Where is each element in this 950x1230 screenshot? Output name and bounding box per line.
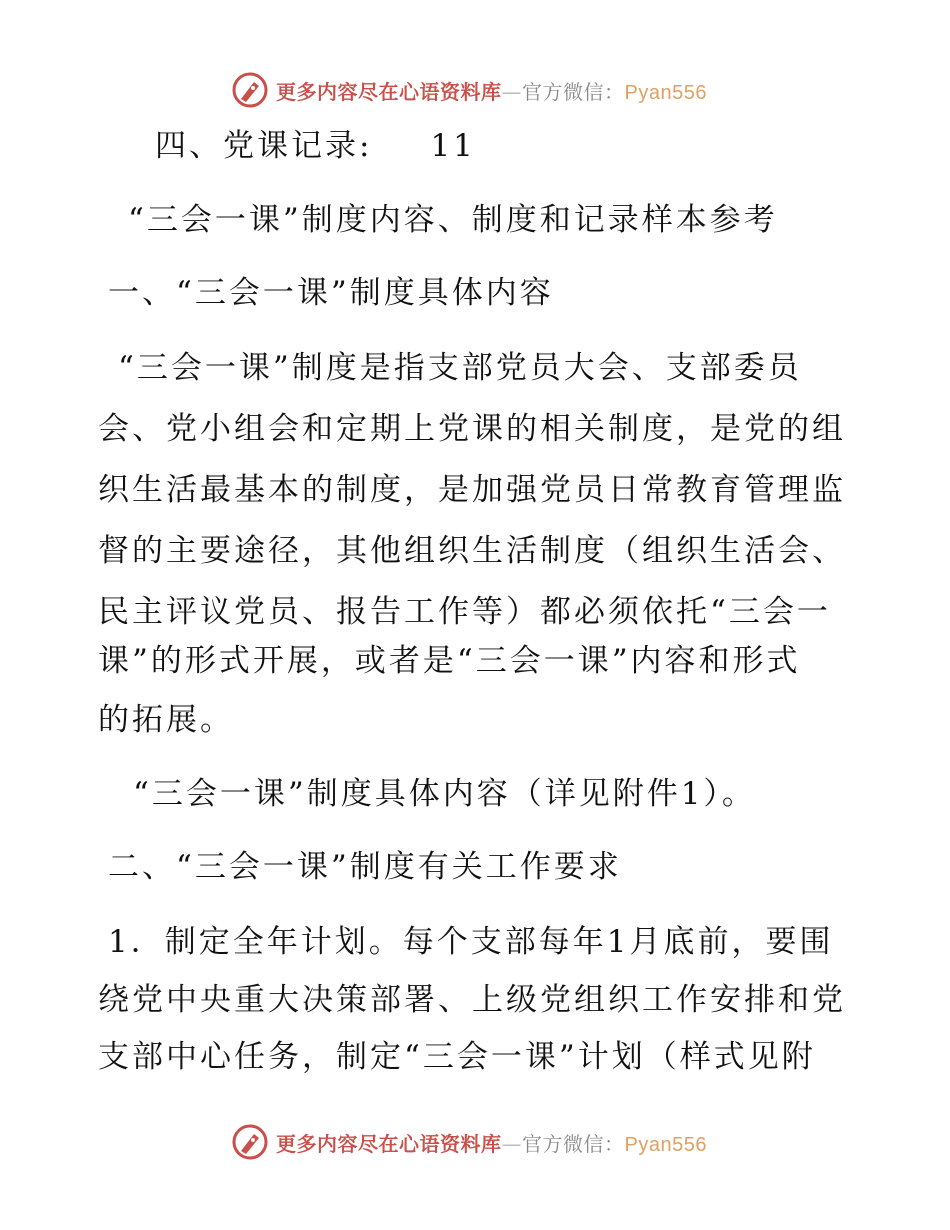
- watermark-site-text: 更多内容尽在心语资料库: [276, 79, 502, 104]
- paragraph-1-line-6: 课”的形式开展，或者是“三会一课”内容和形式: [98, 643, 801, 679]
- footer-watermark-banner: [232, 1122, 752, 1162]
- paragraph-3-line-3: 支部中心任务，制定“三会一课”计划（样式见附: [98, 1039, 816, 1075]
- watermark-text: [276, 76, 707, 105]
- document-title: “三会一课”制度内容、制度和记录样本参考: [128, 202, 778, 238]
- watermark-wechat-label: 官方微信：: [522, 79, 625, 104]
- watermark-wechat-id: Pyan556: [624, 1133, 707, 1156]
- paragraph-3-line-1: 1．制定全年计划。每个支部每年1月底前，要围: [108, 924, 834, 960]
- paragraph-1-line-1: “三会一课”制度是指支部党员大会、支部委员: [118, 350, 802, 386]
- paragraph-1-line-4: 督的主要途径，其他组织生活制度（组织生活会、: [98, 533, 846, 569]
- paragraph-1-line-7: 的拓展。: [98, 702, 234, 738]
- watermark-site-text: 更多内容尽在心语资料库: [276, 1131, 502, 1156]
- section-heading-2: 二、“三会一课”制度有关工作要求: [108, 849, 622, 885]
- paragraph-3-line-2: 绕党中央重大决策部署、上级党组织工作安排和党: [98, 982, 846, 1018]
- paragraph-1-line-3: 织生活最基本的制度，是加强党员日常教育管理监: [98, 472, 846, 508]
- toc-line-party-lecture-record: [155, 126, 476, 166]
- section-heading-1: 一、“三会一课”制度具体内容: [108, 275, 554, 311]
- watermark-dash: —: [501, 1131, 522, 1156]
- paragraph-2: “三会一课”制度具体内容（详见附件1）。: [133, 776, 756, 812]
- pen-nib-logo-icon: [232, 72, 268, 108]
- toc-page-number: 11: [430, 128, 476, 164]
- watermark-wechat-id: Pyan556: [624, 81, 707, 104]
- paragraph-1-line-5: 民主评议党员、报告工作等）都必须依托“三会一: [98, 594, 831, 630]
- watermark-wechat-label: 官方微信：: [522, 1131, 625, 1156]
- watermark-text: [276, 1128, 707, 1157]
- pen-nib-logo-icon: [232, 1124, 268, 1160]
- paragraph-1-line-2: 会、党小组会和定期上党课的相关制度，是党的组: [98, 411, 846, 447]
- toc-entry-label: 四、党课记录:: [155, 128, 373, 164]
- header-watermark-banner: [232, 70, 752, 110]
- watermark-dash: —: [501, 79, 522, 104]
